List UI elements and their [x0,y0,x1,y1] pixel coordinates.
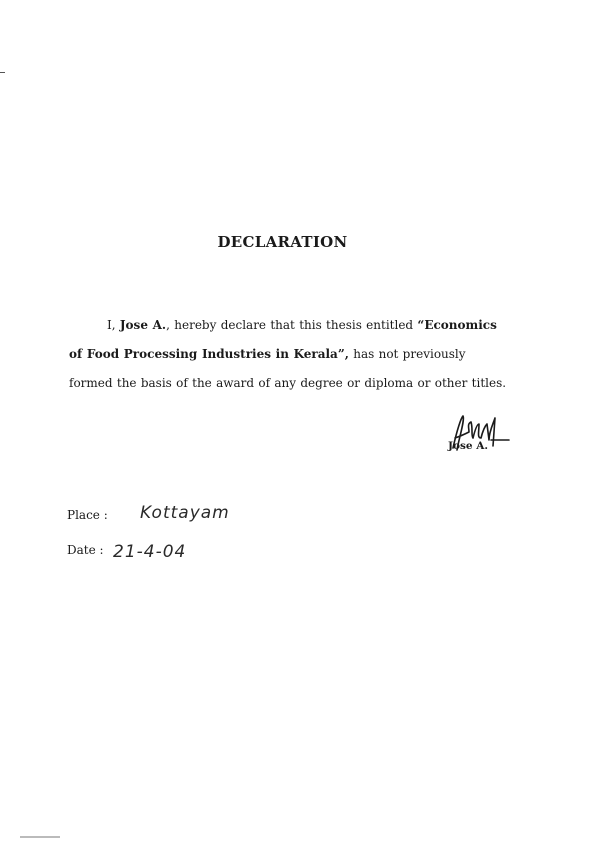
place-label: Place : [67,508,108,522]
body-text-part-2: , hereby declare that this thesis entitled [166,318,418,332]
body-text-part-3: has not previously formed the basis of the award of any degree or diploma or other titles. [69,347,507,390]
date-label: Date : [67,543,104,557]
scan-artifact-bottom [20,836,60,838]
declaration-body [69,311,509,398]
date-value: 21-4-04 [113,542,187,562]
scan-artifact-mark [0,72,5,73]
thesis-title: “Economics of Food Processing Industries in Kerala”, [69,318,497,361]
body-text-part-1: I, [107,318,120,332]
declaration-heading: DECLARATION [217,233,348,251]
place-value: Kottayam [140,503,230,523]
author-name: Jose A. [119,318,167,332]
signatory-name: Jose A. [448,440,489,452]
